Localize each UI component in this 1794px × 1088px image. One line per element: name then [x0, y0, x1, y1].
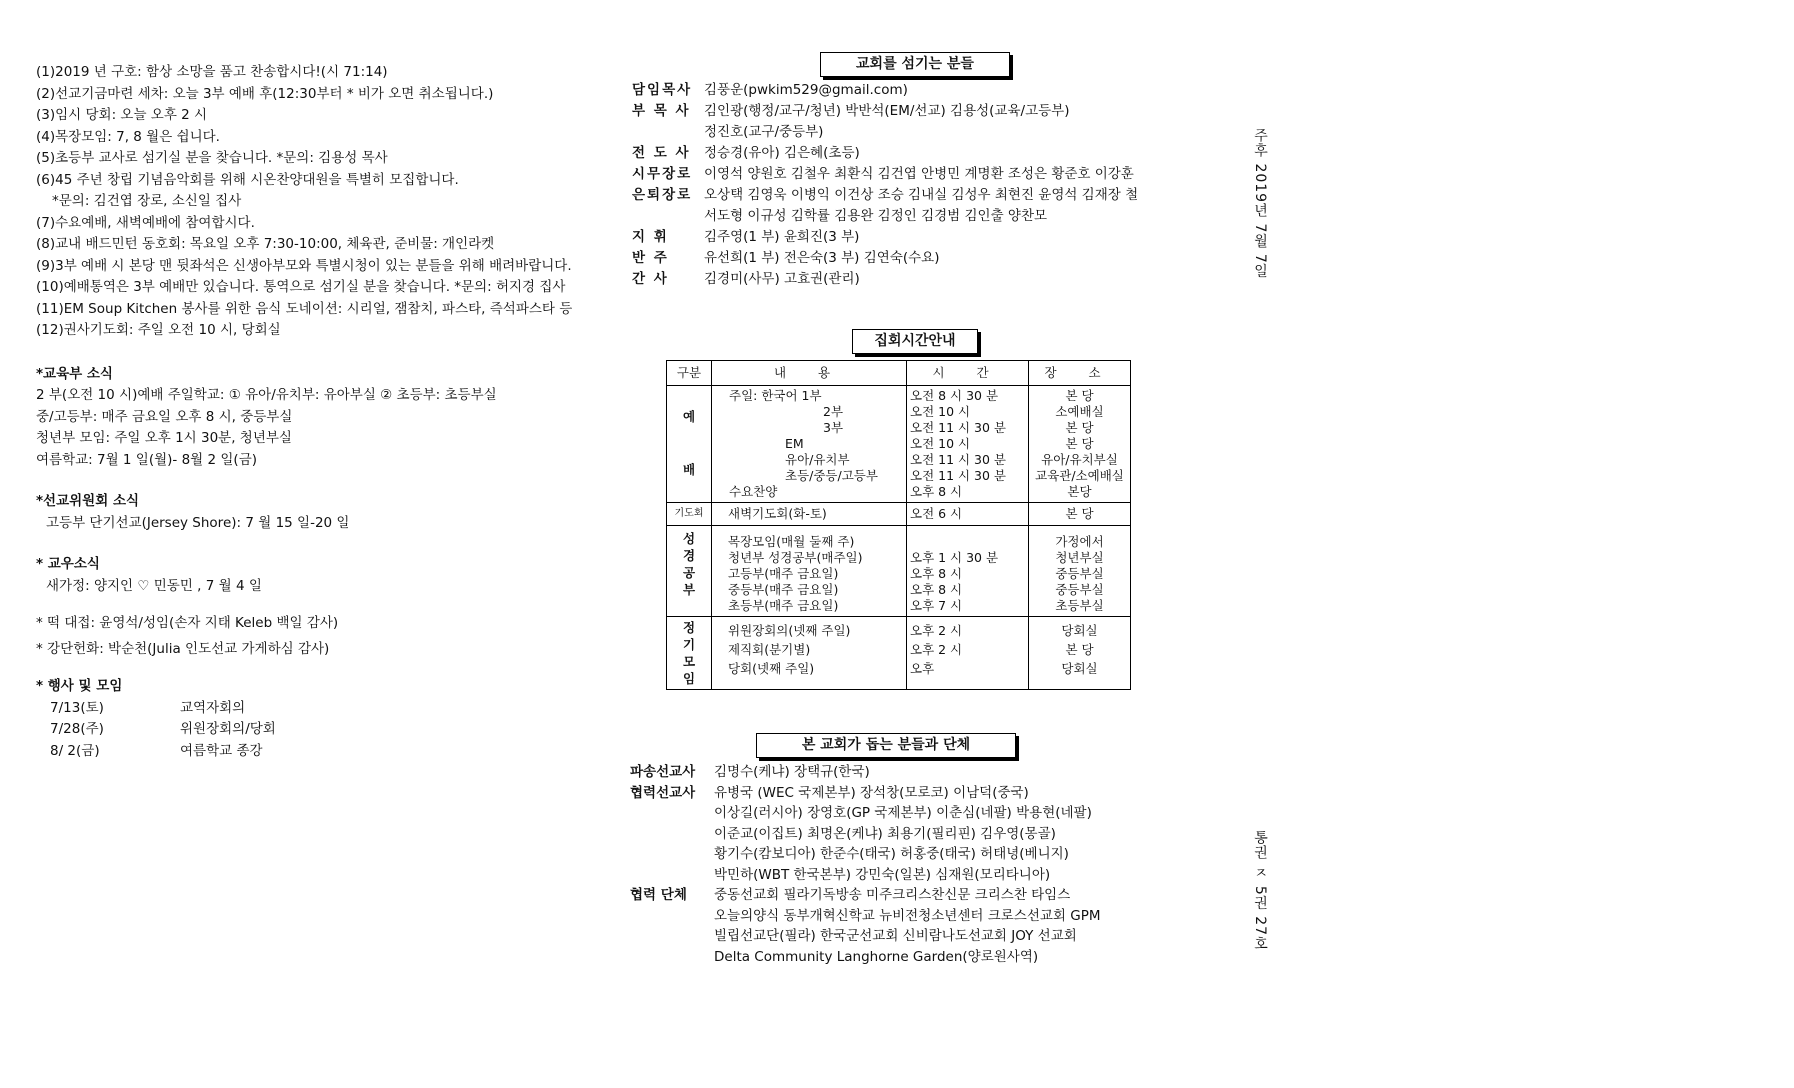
bible-label-char: 경: [682, 548, 696, 563]
worship-time: 오후 8 시: [910, 484, 963, 499]
supported-label: 협력선교사: [630, 784, 696, 801]
event-name: 위원장회의/당회: [180, 721, 276, 737]
worship-item: EM: [785, 436, 804, 451]
schedule-prayer-row: [667, 503, 1131, 526]
worship-item: 초등/중등/고등부: [785, 468, 878, 483]
bible-label: [667, 526, 712, 617]
regular-item: 위원장회의(넷째 주일): [728, 623, 851, 638]
supported-row: [630, 906, 1190, 927]
worship-place: 소예배실: [1055, 404, 1104, 419]
regular-time: 오후 2 시: [910, 642, 963, 657]
announcement-12: (12)권사기도회: 주일 오전 10 시, 당회실: [36, 322, 281, 338]
staff-value: 서도형 이규성 김학률 김용완 김정인 김경범 김인출 양찬모: [704, 208, 1048, 224]
bible-time: 오후 1 시 30 분: [910, 550, 999, 565]
supported-value: 빌립선교단(필라) 한국군선교회 신비람나도선교회 JOY 선교회: [714, 928, 1077, 944]
schedule-title: 집회시간안내: [852, 329, 978, 354]
bible-item: 목장모임(매월 둘째 주): [728, 534, 855, 549]
staff-label: 담임목사: [632, 82, 693, 98]
bible-item: 초등부(매주 금요일): [728, 598, 839, 613]
missions-heading: *선교위원회 소식: [36, 493, 140, 509]
bible-item: 고등부(매주 금요일): [728, 566, 839, 581]
worship-place: 유아/유치부실: [1041, 452, 1118, 467]
bible-place: 청년부실: [1055, 550, 1104, 565]
regular-places: [1029, 617, 1131, 690]
announcement-4: (4)목장모임: 7, 8 월은 쉽니다.: [36, 128, 220, 145]
prayer-time: 오전 6 시: [907, 503, 1029, 526]
staff-title: 교회를 섬기는 분들: [820, 52, 1010, 77]
worship-time: 오전 10 시: [910, 404, 971, 419]
bible-item: 청년부 성경공부(매주일): [728, 550, 863, 565]
supported-row: [630, 803, 1190, 824]
staff-value: 오상택 김영욱 이병익 이건상 조승 김내실 김성우 최현진 윤영석 김재장 철: [704, 187, 1139, 203]
schedule-header: 시 간: [907, 361, 1029, 386]
event-name: 교역자회의: [180, 699, 246, 716]
supported-value: 중동선교회 필라기독방송 미주크리스찬신문 크리스찬 타임스: [714, 887, 1071, 903]
bible-place: 초등부실: [1055, 598, 1104, 613]
bible-times: [907, 526, 1029, 617]
supported-value: 박민하(WBT 한국본부) 강민숙(일본) 심재원(모리타니아): [714, 866, 1051, 883]
supported-value: 김명수(케냐) 장택규(한국): [714, 764, 870, 780]
announcement-3: (3)임시 당회: 오늘 오후 2 시: [36, 107, 208, 123]
schedule-worship-row: [667, 386, 1131, 503]
staff-value: 김인광(행정/교구/청년) 박반석(EM/선교) 김용성(교육/고등부): [704, 103, 1070, 119]
supported-row: [630, 865, 1190, 886]
bible-place: 가정에서: [1055, 534, 1104, 549]
worship-place: 교육관/소예배실: [1035, 468, 1124, 483]
staff-label: 은퇴장로: [632, 187, 693, 203]
supported-label: 파송선교사: [630, 764, 696, 780]
event-name: 여름학교 종강: [180, 742, 263, 759]
education-line-1: 2 부(오전 10 시)예배 주일학교: ① 유아/유치부: 유아부실 ② 초등부: 초등부실: [36, 387, 497, 403]
schedule-header: 내 용: [712, 361, 907, 386]
supported-value: 이준교(이집트) 최명온(케냐) 최용기(필리핀) 김우영(몽골): [714, 825, 1056, 842]
prayer-content: 새벽기도회(화-토): [712, 503, 907, 526]
staff-value: 유선희(1 부) 전은숙(3 부) 김연숙(수요): [704, 250, 940, 266]
staff-label: 반 주: [632, 250, 669, 266]
event-item: [36, 741, 596, 763]
regular-item: 제직회(분기별): [728, 642, 811, 657]
staff-value: 이영석 양원호 김철우 최환식 김건엽 안병민 계명환 조성은 황준호 이강훈: [704, 166, 1134, 182]
worship-place: 본 당: [1065, 388, 1094, 403]
worship-item: 주일: 한국어 1부: [729, 388, 822, 403]
prayer-place: 본 당: [1029, 503, 1131, 526]
regular-place: 당회실: [1061, 661, 1098, 676]
staff-value: 김주영(1 부) 윤희진(3 부): [704, 229, 860, 245]
supported-value: 유병국 (WEC 국제본부) 장석창(모로코) 이남덕(중국): [714, 784, 1029, 801]
bible-time: 오후 8 시: [910, 582, 963, 597]
regular-label-char: 정: [682, 620, 696, 635]
worship-time: 오전 11 시 30 분: [910, 468, 1007, 483]
worship-label-char: 예: [682, 409, 696, 424]
bible-item: 중등부(매주 금요일): [728, 582, 839, 597]
staff-row: [632, 164, 1192, 185]
education-line-3: 청년부 모임: 주일 오후 1시 30분, 청년부실: [36, 430, 292, 446]
staff-row: [632, 143, 1192, 164]
supported-row: [630, 947, 1190, 968]
education-line-4: 여름학교: 7월 1 일(월)- 8월 2 일(금): [36, 451, 258, 468]
member-news-heading: * 교우소식: [36, 556, 100, 572]
regular-item: 당회(넷째 주일): [728, 661, 815, 676]
worship-places: [1029, 386, 1131, 503]
staff-row: [632, 227, 1192, 248]
staff-label: 시무장로: [632, 166, 693, 182]
supported-value: Delta Community Langhorne Garden(양로원사역): [714, 948, 1039, 965]
supported-section: [630, 762, 1190, 967]
regular-content: [712, 617, 907, 690]
worship-place: 본 당: [1065, 436, 1094, 451]
worship-item: 유아/유치부: [785, 452, 850, 467]
staff-value: 김풍운(pwkim529@gmail.com): [704, 82, 908, 98]
bible-label-char: 공: [682, 565, 696, 580]
supported-row: [630, 926, 1190, 947]
side-date: 주후 2019년 7월 7일: [1252, 128, 1268, 279]
announcement-5: (5)초등부 교사로 섬기실 분을 찾습니다. *문의: 김용성 목사: [36, 150, 388, 166]
supported-title: 본 교회가 돕는 분들과 단체: [756, 733, 1016, 758]
supported-row: [630, 824, 1190, 845]
supported-value: 이상길(러시아) 장영호(GP 국제본부) 이춘심(네팔) 박용현(네팔): [714, 805, 1092, 821]
worship-item: 수요찬양: [729, 484, 778, 499]
staff-section: [632, 80, 1192, 290]
announcement-11: (11)EM Soup Kitchen 봉사를 위한 음식 도네이션: 시리얼, 잼참치, 파스타, 즉석파스타 등: [36, 300, 573, 317]
schedule-header-row: [667, 361, 1131, 386]
missions-line: 고등부 단기선교(Jersey Shore): 7 월 15 일-20 일: [46, 514, 350, 531]
worship-times: [907, 386, 1029, 503]
staff-label: 지 휘: [632, 229, 669, 245]
worship-item: 2부: [823, 404, 844, 419]
schedule-regular-row: [667, 617, 1131, 690]
announcement-7: (7)수요예배, 새벽예배에 참여합시다.: [36, 214, 255, 231]
event-date: 7/13(토): [50, 699, 104, 716]
bible-place: 중등부실: [1055, 582, 1104, 597]
announcement-6-contact: *문의: 김건엽 장로, 소신일 집사: [52, 193, 242, 209]
regular-time: 오후: [910, 661, 935, 676]
staff-row: [632, 185, 1192, 206]
prayer-label: 기도회: [667, 503, 712, 526]
announcement-10: (10)예배통역은 3부 예배만 있습니다. 통역으로 섬기실 분을 찾습니다. *문의: 허지경 집사: [36, 279, 566, 295]
staff-label: 부 목 사: [632, 103, 691, 119]
supported-value: 황기수(캄보디아) 한준수(태국) 허홍중(태국) 허태녕(베니지): [714, 846, 1069, 862]
bible-time: 오후 8 시: [910, 566, 963, 581]
announcement-1: (1)2019 년 구호: 함상 소망을 품고 찬송합시다!(시 71:14): [36, 64, 388, 80]
announcement-6: (6)45 주년 창립 기념음악회를 위해 시온찬양대원을 특별히 모집합니다.: [36, 171, 459, 188]
regular-time: 오후 2 시: [910, 623, 963, 638]
staff-row: [632, 248, 1192, 269]
events-heading: * 행사 및 모임: [36, 678, 123, 694]
worship-time: 오전 11 시 30 분: [910, 452, 1007, 467]
worship-item: 3부: [823, 420, 844, 435]
supported-row: [630, 885, 1190, 906]
staff-row: [632, 101, 1192, 122]
bible-place: 중등부실: [1055, 566, 1104, 581]
staff-row: [632, 122, 1192, 143]
announcement-2: (2)선교기금마련 세차: 오늘 3부 예배 후(12:30부터 * 비가 오면 취소됩니다.): [36, 85, 494, 102]
bible-time: [910, 534, 1025, 550]
rice-cake-line: * 떡 대접: 윤영석/성임(손자 지태 Keleb 백일 감사): [36, 615, 339, 631]
staff-value: 정승경(유아) 김은혜(초등): [704, 145, 860, 161]
event-date: 8/ 2(금): [50, 742, 100, 759]
worship-time: 오전 11 시 30 분: [910, 420, 1007, 435]
announcements-column: [36, 62, 596, 762]
event-date: 7/28(주): [50, 721, 104, 737]
staff-row: [632, 80, 1192, 101]
staff-row: [632, 206, 1192, 227]
bible-content: [712, 526, 907, 617]
supported-row: [630, 783, 1190, 804]
staff-row: [632, 269, 1192, 290]
worship-time: 오전 8 시 30 분: [910, 388, 999, 403]
regular-times: [907, 617, 1029, 690]
regular-label-char: 기: [682, 637, 696, 652]
regular-label-char: 임: [682, 671, 696, 686]
education-heading: *교육부 소식: [36, 365, 113, 382]
regular-place: 당회실: [1061, 623, 1098, 638]
announcement-8: (8)교내 배드민턴 동호회: 목요일 오후 7:30-10:00, 체육관, 준비물: 개인라켓: [36, 236, 495, 252]
announcement-9: (9)3부 예배 시 본당 맨 뒷좌석은 신생아부모와 특별시청이 있는 분들을 위해 배려바랍니다.: [36, 257, 572, 274]
bible-label-char: 부: [682, 582, 696, 597]
schedule-table: [666, 360, 1131, 690]
education-line-2: 중/고등부: 매주 금요일 오후 8 시, 중등부실: [36, 408, 293, 425]
regular-place: 본 당: [1065, 642, 1094, 657]
event-item: [36, 719, 596, 741]
worship-place: 본 당: [1065, 420, 1094, 435]
worship-place: 본당: [1067, 484, 1092, 499]
bible-label-char: 성: [682, 531, 696, 546]
staff-label: 간 사: [632, 271, 669, 287]
member-news-line: 새가정: 양지인 ♡ 민동민 , 7 월 4 일: [46, 577, 262, 594]
regular-label: [667, 617, 712, 690]
supported-row: [630, 844, 1190, 865]
bible-time: 오후 7 시: [910, 598, 963, 613]
schedule-bible-row: [667, 526, 1131, 617]
supported-value: 오늘의양식 동부개혁신학교 뉴비전청소년센터 크로스선교회 GPM: [714, 907, 1101, 924]
worship-label-char: 배: [682, 462, 696, 477]
staff-value: 김경미(사무) 고효권(관리): [704, 271, 860, 287]
event-item: [36, 698, 596, 720]
worship-label: [667, 386, 712, 503]
side-volume: 통권 ㅈ 5권 27호: [1252, 830, 1268, 952]
staff-value: 정진호(교구/중등부): [704, 124, 824, 140]
worship-time: 오전 10 시: [910, 436, 971, 451]
schedule-header: 장 소: [1029, 361, 1131, 386]
supported-row: [630, 762, 1190, 783]
schedule-header: 구분: [667, 361, 712, 386]
pulpit-flowers-line: * 강단헌화: 박순천(Julia 인도선교 가게하심 감사): [36, 640, 330, 657]
worship-content: [712, 386, 907, 503]
supported-label: 협력 단체: [630, 887, 687, 903]
staff-label: 전 도 사: [632, 145, 691, 161]
bible-places: [1029, 526, 1131, 617]
regular-label-char: 모: [682, 654, 696, 669]
